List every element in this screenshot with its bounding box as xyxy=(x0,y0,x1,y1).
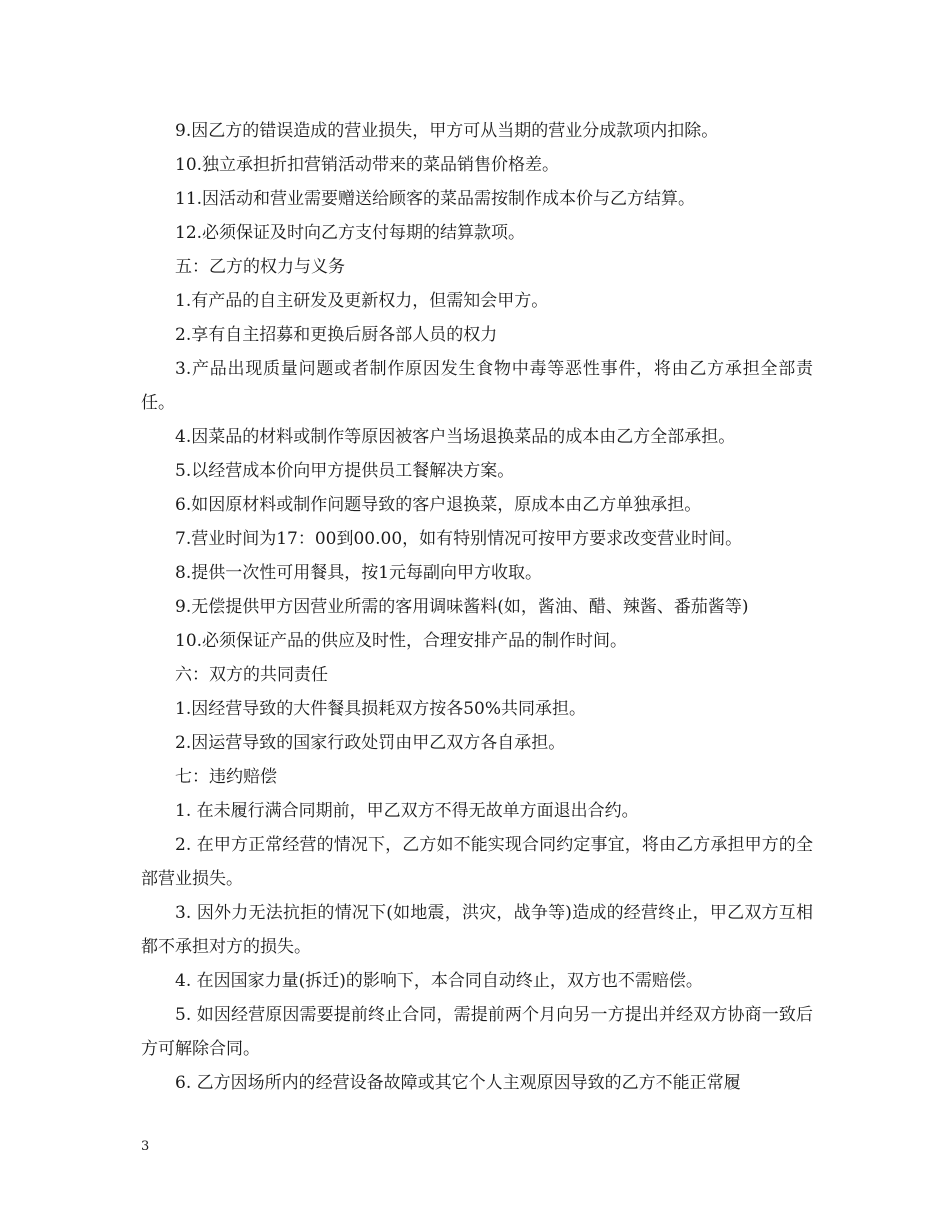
paragraph: 10.独立承担折扣营销活动带来的菜品销售价格差。 xyxy=(175,155,560,175)
section-heading: 七：违约赔偿 xyxy=(175,767,277,787)
section-heading: 五：乙方的权力与义务 xyxy=(175,257,345,277)
paragraph: 4.因菜品的材料或制作等原因被客户当场退换菜品的成本由乙方全部承担。 xyxy=(175,427,736,447)
paragraph: 5.以经营成本价向甲方提供员工餐解决方案。 xyxy=(175,461,515,481)
page-number: 3 xyxy=(141,1139,150,1154)
paragraph: 5. 如因经营原因需要提前终止合同，需提前两个月向另一方提出并经双方协商一致后方可解除合同。 xyxy=(141,1005,813,1059)
paragraph: 6.如因原材料或制作问题导致的客户退换菜，原成本由乙方单独承担。 xyxy=(175,495,702,515)
paragraph: 2.因运营导致的国家行政处罚由甲乙双方各自承担。 xyxy=(175,733,566,753)
paragraph: 6. 乙方因场所内的经营设备故障或其它个人主观原因导致的乙方不能正常履 xyxy=(175,1073,741,1093)
document-body xyxy=(141,114,813,1100)
paragraph: 10.必须保证产品的供应及时性，合理安排产品的制作时间。 xyxy=(175,631,628,651)
paragraph: 3.产品出现质量问题或者制作原因发生食物中毒等恶性事件，将由乙方承担全部责任。 xyxy=(141,359,813,413)
paragraph: 1. 在未履行满合同期前，甲乙双方不得无故单方面退出合约。 xyxy=(175,801,639,821)
paragraph: 3. 因外力无法抗拒的情况下(如地震，洪灾，战争等)造成的经营终止，甲乙双方互相都不承担对方的损失。 xyxy=(141,903,813,957)
paragraph: 1.因经营导致的大件餐具损耗双方按各50%共同承担。 xyxy=(175,699,587,719)
paragraph: 2.享有自主招募和更换后厨各部人员的权力 xyxy=(175,325,498,345)
paragraph: 9.无偿提供甲方因营业所需的客用调味酱料(如，酱油、醋、辣酱、番茄酱等) xyxy=(175,597,749,617)
paragraph: 7.营业时间为17：00到00.00，如有特别情况可按甲方要求改变营业时间。 xyxy=(175,529,743,549)
paragraph: 11.因活动和营业需要赠送给顾客的菜品需按制作成本价与乙方结算。 xyxy=(175,189,696,209)
paragraph: 2. 在甲方正常经营的情况下，乙方如不能实现合同约定事宜，将由乙方承担甲方的全部营业损失。 xyxy=(141,835,813,889)
paragraph: 12.必须保证及时向乙方支付每期的结算款项。 xyxy=(175,223,526,243)
paragraph: 9.因乙方的错误造成的营业损失，甲方可从当期的营业分成款项内扣除。 xyxy=(175,121,719,141)
paragraph: 4. 在因国家力量(拆迁)的影响下，本合同自动终止，双方也不需赔偿。 xyxy=(175,971,703,991)
paragraph: 1.有产品的自主研发及更新权力，但需知会甲方。 xyxy=(175,291,549,311)
section-heading: 六：双方的共同责任 xyxy=(175,665,328,685)
paragraph: 8.提供一次性可用餐具，按1元每副向甲方收取。 xyxy=(175,563,543,583)
